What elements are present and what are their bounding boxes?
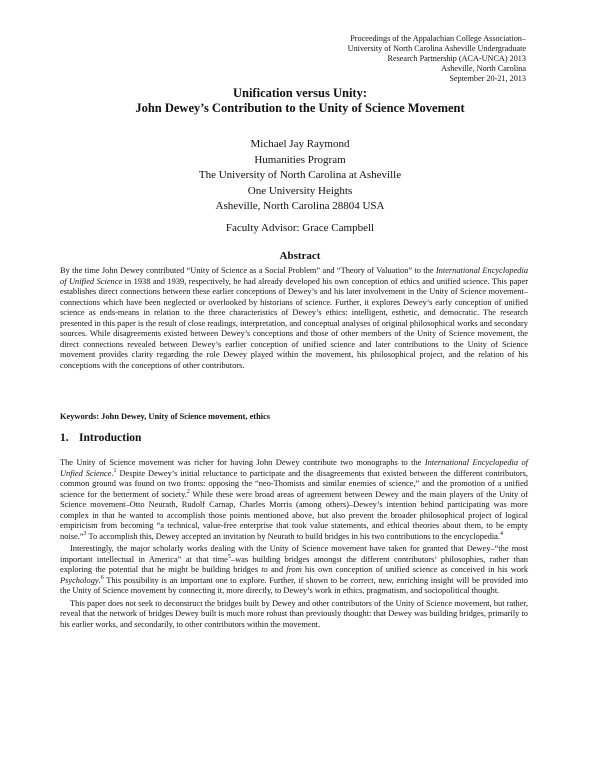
keywords: Keywords: John Dewey, Unity of Science movement, ethics [60, 412, 271, 421]
paragraph: Interestingly, the major scholarly works dealing with the Unity of Science movement have taken for granted that Dewey–“the most important intellectual in America” at that time$^5$–was building bridges amongst the different contributors’ philosophies, rather than exploring the potential that he might be building bridges to and from his own conception of unified science as conceived in his work Psychology.$^6$ This possibility is an important one to explore. Further, if shown to be correct, new, enriching insight will be provided into the Unity of Science movement by connecting it, more directly, to Dewey’s work in ethics, pragmatism, and sociopolitical thought. [60, 544, 529, 595]
proceedings-line: University of North Carolina Asheville Undergraduate [347, 44, 526, 53]
paragraph: This paper does not seek to deconstruct the bridges built by Dewey and other contributors of the Unity of Science movement, but rather, reveal that the network of bridges Dewey built is much more robust than previously thought: that Dewey was building bridges, primarily to his earlier works, and secondarily, to other contributors within the movement. [60, 598, 528, 629]
section-number: 1. [60, 432, 69, 444]
abstract-text-c: in 1938 and 1939, respectively, he had already developed his own conception of ethics and unified science. This paper establishes direct connections between these earlier conceptions of Dewey’s and his later involvement in the Unity of Science movement–connections which have been neglected or overlooked by historians of science. Further, it explores Dewey’s early conception of unified science as ends-means in relation to the three characteristics of Dewey’s ethics: intelligent, esthetic, and democratic. The research presented in this paper is the result of close readings, interpretation, and conceptual analyses of original philosophical works and secondary sources. While disagreements existed between Dewey’s conceptions and those of other members of the Unity of Science movement, the direct connections revealed between Dewey’s earlier conception of unified science and later contributions to the Unity of Science movement provides clarity regarding the role Dewey played within the movement, his philosophical project, and the relation of his conceptions with the conceptions of other contributors. [60, 276, 528, 370]
footnote-marker: 6 [100, 574, 104, 581]
abstract-text-a: By the time John Dewey contributed “Unity of Science as a Social Problem” and “Theory of Valuation” to the [60, 266, 434, 275]
footnote-marker: 3 [83, 530, 87, 537]
section-title: Introduction [79, 432, 142, 444]
footnote-marker: 4 [500, 530, 503, 537]
author-program: Humanities Program [254, 153, 346, 166]
author-block [100, 137, 500, 215]
paper-title-line-1: Unification versus Unity: [232, 86, 368, 100]
paragraph: The Unity of Science movement was richer for having John Dewey contribute two monographs to the International Encyclopedia of Unfied Science.$^1$ Despite Dewey’s initial reluctance to participate and the disagreements that existed between the different contributors, common ground was found on two fronts: opposing the “neo-Thomists and similar enemies of science,” and the promotion of a unified science for the betterment of society.$^2$ While these were broad areas of agreement between Dewey and the main players of the Unity of Science movement–Otto Neurath, Rudolf Carnap, Charles Morris (among others)–Dewey’s intention behind participating was more complex in that he wanted to accomplish those points mentioned above, but also prevent the broader philosophical project of logical empiricism from becoming “a technical, value-free enterprise that took value statements, and ethical theories about them, to be empty noise.”$^3$ To accomplish this, Dewey accepted an invitation by Neurath to build bridges in his two contributions to the encyclopedia.$^4$ [60, 458, 529, 541]
proceedings-line: Proceedings of the Appalachian College Association– [350, 34, 526, 43]
proceedings-line: Asheville, North Carolina [441, 64, 526, 73]
introduction-body [60, 458, 528, 632]
proceedings-header [266, 34, 526, 84]
paper-title-line-2: John Dewey’s Contribution to the Unity of Science Movement [135, 101, 465, 115]
proceedings-line: September 20-21, 2013 [449, 74, 526, 83]
abstract-text [60, 266, 528, 371]
author-city: Asheville, North Carolina 28804 USA [215, 200, 385, 212]
footnote-marker: 1 [113, 467, 117, 474]
abstract-heading: Abstract [279, 250, 321, 262]
author-name: Michael Jay Raymond [250, 138, 350, 150]
section-heading-introduction [60, 432, 141, 444]
author-address: One University Heights [247, 184, 353, 197]
proceedings-line: Research Partnership (ACA-UNCA) 2013 [387, 54, 526, 63]
footnote-marker: 5 [227, 553, 231, 560]
abstract-text-italic: International Encyclopedia of Unified Science [60, 266, 529, 286]
faculty-advisor: Faculty Advisor: Grace Campbell [225, 222, 375, 234]
author-institution: The University of North Carolina at Asheville [198, 169, 402, 181]
footnote-marker: 2 [186, 488, 190, 495]
